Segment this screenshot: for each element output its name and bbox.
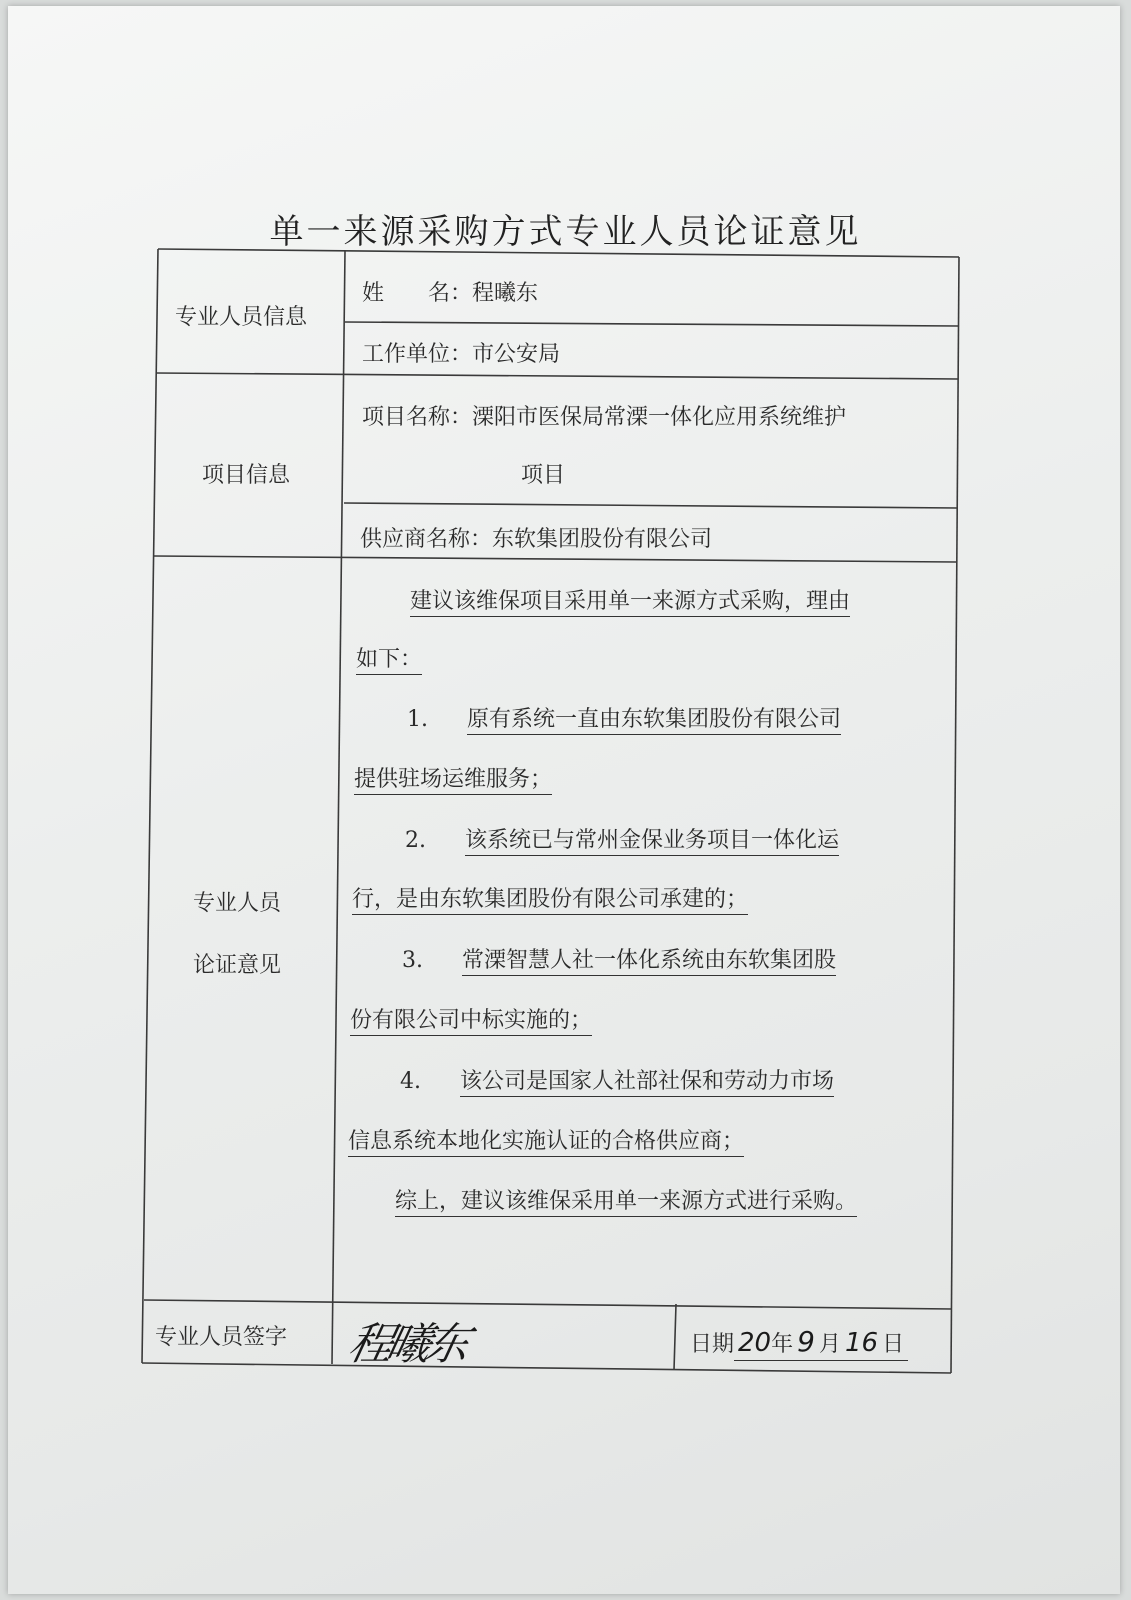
reason-item-3-line1: 3. 常溧智慧人社一体化系统由东软集团股 (402, 943, 836, 974)
supplier-value: 东软集团股份有限公司 (492, 527, 713, 552)
reason-item-4-line2: 信息系统本地化实施认证的合格供应商； (348, 1124, 744, 1155)
project-name-value-line1: 溧阳市医保局常溧一体化应用系统维护 (472, 405, 847, 430)
opinion-label-line2: 论证意见 (193, 953, 282, 978)
handwritten-signature: 程曦东 (343, 1319, 469, 1370)
signature-label: 专业人员签字 (155, 1325, 288, 1350)
opinion-conclusion: 综上，建议该维保采用单一来源方式进行采购。 (395, 1184, 857, 1215)
date-handwritten (734, 1325, 908, 1361)
expert-unit-value: 市公安局 (472, 342, 561, 367)
reason-item-2-line2: 行，是由东软集团股份有限公司承建的； (352, 882, 748, 913)
date-year-unit: 年 (771, 1332, 794, 1357)
date-day-unit: 日 (882, 1332, 905, 1357)
reason-item-4-number: 4. (400, 1069, 421, 1094)
expert-name-row (362, 276, 538, 307)
expert-info-label: 专业人员信息 (175, 305, 308, 330)
project-info-label: 项目信息 (202, 463, 291, 488)
expert-name-label: 姓 名： (362, 281, 473, 306)
opinion-label-line1: 专业人员 (193, 891, 282, 916)
reason-item-2-number: 2. (405, 828, 426, 853)
reason-item-1-line2: 提供驻场运维服务； (354, 762, 552, 793)
expert-unit-label: 工作单位： (362, 342, 473, 367)
supplier-row (360, 522, 712, 553)
expert-unit-row (362, 337, 560, 368)
project-name-value-line2: 项目 (521, 463, 566, 488)
project-name-label: 项目名称： (362, 405, 473, 430)
date-day: 16 (844, 1328, 879, 1358)
reason-item-3-line2: 份有限公司中标实施的； (350, 1003, 592, 1034)
date-year: 20 (738, 1328, 772, 1358)
supplier-label: 供应商名称： (360, 527, 493, 552)
date-month-unit: 月 (818, 1332, 841, 1357)
form-title: 单一来源采购方式专业人员论证意见 (269, 212, 862, 252)
reason-item-3-number: 3. (402, 948, 423, 973)
opinion-intro-line1: 建议该维保项目采用单一来源方式采购，理由 (410, 584, 850, 615)
project-name-row (362, 400, 846, 431)
date-month: 9 (797, 1325, 815, 1358)
reason-item-4-line1: 4. 该公司是国家人社部社保和劳动力市场 (400, 1064, 834, 1095)
reason-item-1-number: 1. (407, 707, 428, 732)
reason-item-2-line1: 2. 该系统已与常州金保业务项目一体化运 (405, 823, 839, 854)
expert-name-value: 程曦东 (472, 281, 539, 306)
date-row (690, 1325, 908, 1361)
reason-item-1-line1: 1. 原有系统一直由东软集团股份有限公司 (407, 702, 841, 733)
date-label: 日期 (690, 1332, 735, 1357)
opinion-intro-line2: 如下： (356, 642, 422, 673)
